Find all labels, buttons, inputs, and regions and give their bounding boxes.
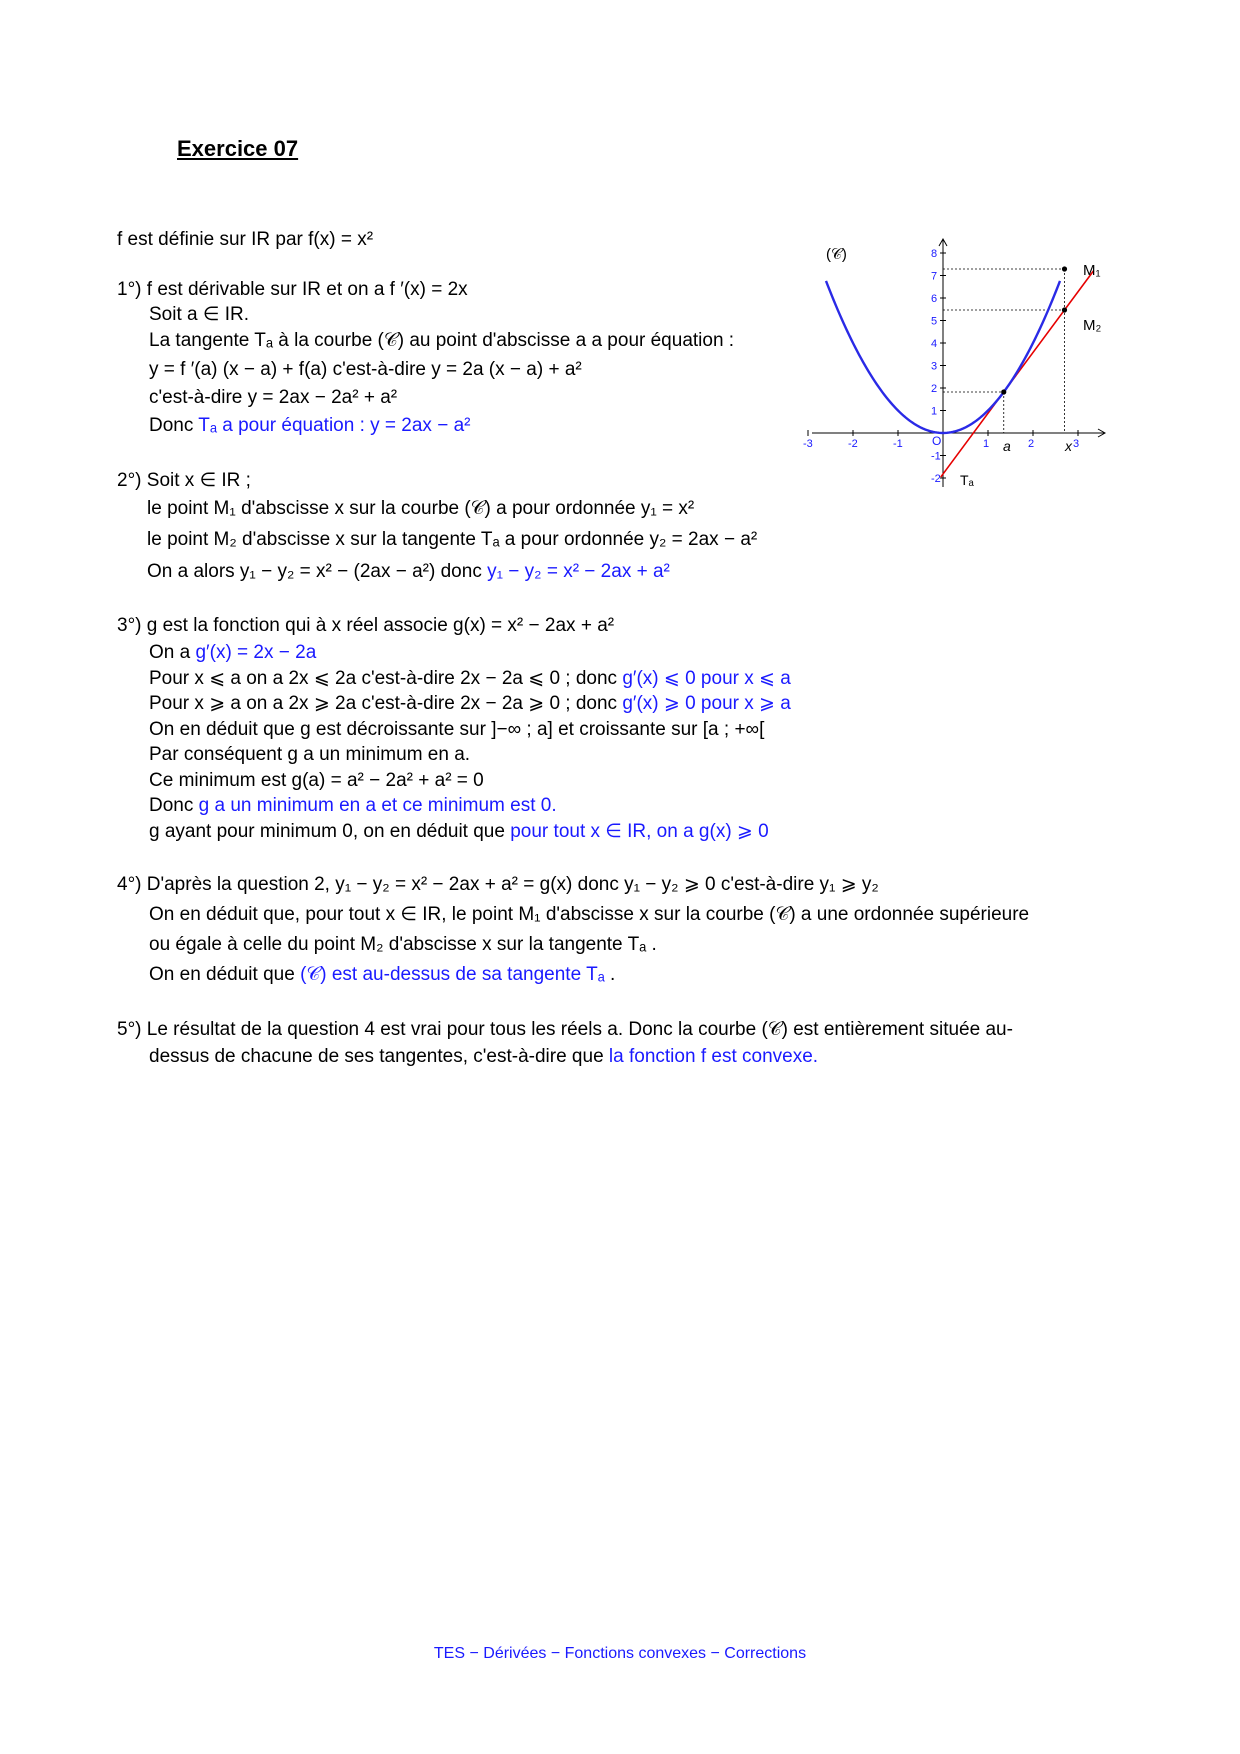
q3-final bbox=[149, 819, 769, 845]
q1-conclusion bbox=[149, 413, 470, 439]
q3-conclusion-result: g a un minimum en a et ce minimum est 0. bbox=[198, 795, 557, 816]
parabola-graph bbox=[800, 235, 1130, 495]
x-tick-label: 1 bbox=[983, 438, 990, 450]
m2-label: M₂ bbox=[1083, 317, 1102, 334]
q4-conclusion bbox=[149, 962, 615, 988]
graph-guides bbox=[943, 269, 1065, 433]
tangency-point bbox=[1001, 389, 1006, 394]
y-tick-label: 5 bbox=[931, 315, 938, 328]
q3-case-2 bbox=[149, 691, 791, 717]
q1-equation-2: c'est-à-dire y = 2ax − 2a² + a² bbox=[149, 387, 398, 408]
x-tick-label: -2 bbox=[848, 438, 858, 450]
q1-soit: Soit a ∈ IR. bbox=[149, 304, 249, 325]
q4-deduction-2: ou égale à celle du point M₂ d'abscisse x sur la tangente Tₐ . bbox=[149, 934, 657, 955]
tangent-label: Tₐ bbox=[960, 472, 974, 488]
q3-derivative bbox=[149, 640, 316, 666]
q3-final-text: g ayant pour minimum 0, on en déduit que bbox=[149, 821, 511, 842]
q2-line: 2°) Soit x ∈ IR ; bbox=[117, 470, 251, 491]
q2-result: y₁ − y₂ = x² − 2ax + a² bbox=[487, 561, 670, 582]
q3-minimum: Par conséquent g a un minimum en a. bbox=[149, 744, 471, 765]
y-tick-label: 7 bbox=[931, 270, 938, 283]
y-tick-label: -2 bbox=[931, 473, 941, 485]
q4-line: 4°) D'après la question 2, y₁ − y₂ = x² − 2ax + a² = g(x) donc y₁ − y₂ ⩾ 0 c'est-à-dire y₁ ⩾ y₂ bbox=[117, 874, 879, 895]
q1-equation: y = f ′(a) (x − a) + f(a) c'est-à-dire y = 2a (x − a) + a² bbox=[149, 359, 582, 380]
q3-case-2-text: Pour x ⩾ a on a 2x ⩾ 2a c'est-à-dire 2x − 2a ⩾ 0 ; donc bbox=[149, 693, 623, 714]
m1-point bbox=[1062, 266, 1067, 271]
q3-donc: Donc bbox=[149, 795, 199, 816]
q2-m2: le point M₂ d'abscisse x sur la tangente Tₐ a pour ordonnée y₂ = 2ax − a² bbox=[147, 529, 758, 550]
q3-variation: On en déduit que g est décroissante sur ]−∞ ; a] et croissante sur [a ; +∞[ bbox=[149, 719, 765, 740]
q1-line: 1°) f est dérivable sur IR et on a f ′(x) = 2x bbox=[117, 279, 468, 300]
curve-label: (𝒞) bbox=[826, 246, 847, 263]
q1-result: Tₐ a pour équation : y = 2ax − a² bbox=[198, 415, 471, 436]
q5-line: 5°) Le résultat de la question 4 est vrai pour tous les réels a. Donc la courbe (𝒞) est entièrement située au- bbox=[117, 1019, 1013, 1040]
y-tick-label: 1 bbox=[931, 405, 938, 418]
y-tick-label: 3 bbox=[931, 360, 938, 373]
y-tick-label: 8 bbox=[931, 248, 938, 260]
q2-m1: le point M₁ d'abscisse x sur la courbe (𝒞) a pour ordonnée y₁ = x² bbox=[147, 498, 695, 519]
q1-donc: Donc bbox=[149, 415, 199, 436]
q5-conclusion-result: la fonction f est convexe. bbox=[608, 1046, 819, 1067]
x-tick-label: -1 bbox=[893, 438, 903, 450]
y-tick-label: 2 bbox=[931, 383, 938, 395]
intro-line: f est définie sur IR par f(x) = x² bbox=[117, 229, 374, 250]
q3-derivative-value: g′(x) = 2x − 2a bbox=[195, 642, 317, 663]
q3-on-a: On a bbox=[149, 642, 196, 663]
q4-conclusion-text: On en déduit que bbox=[149, 964, 301, 985]
y-tick-label: 4 bbox=[931, 338, 938, 350]
y-tick-label: -1 bbox=[931, 450, 941, 463]
x-tick-label: -3 bbox=[803, 438, 813, 450]
q4-deduction: On en déduit que, pour tout x ∈ IR, le point M₁ d'abscisse x sur la courbe (𝒞) a une ordonnée supérieure bbox=[149, 904, 1030, 925]
q2-difference bbox=[147, 559, 670, 585]
q5-conclusion-text: dessus de chacune de ses tangentes, c'est-à-dire que bbox=[149, 1046, 609, 1067]
q3-case-1-result: g′(x) ⩽ 0 pour x ⩽ a bbox=[622, 668, 791, 689]
q3-case-1 bbox=[149, 666, 791, 692]
q1-tangent-def: La tangente Tₐ à la courbe (𝒞) au point d'abscisse a a pour équation : bbox=[149, 330, 735, 351]
q3-line: 3°) g est la fonction qui à x réel associe g(x) = x² − 2ax + a² bbox=[117, 615, 615, 636]
x-tick-label: x bbox=[1065, 438, 1072, 454]
q4-period: . bbox=[604, 964, 616, 985]
a-tick-label: a bbox=[1003, 438, 1011, 454]
exercise-title: Exercice 07 bbox=[177, 136, 299, 161]
footer: TES − Dérivées − Fonctions convexes − Corrections bbox=[433, 1645, 807, 1662]
q5-conclusion bbox=[149, 1044, 818, 1070]
m1-label: M₁ bbox=[1083, 262, 1101, 279]
q3-case-1-text: Pour x ⩽ a on a 2x ⩽ 2a c'est-à-dire 2x − 2a ⩽ 0 ; donc bbox=[149, 668, 623, 689]
q3-case-2-result: g′(x) ⩾ 0 pour x ⩾ a bbox=[622, 693, 791, 714]
x-tick-label: 2 bbox=[1028, 438, 1035, 450]
q4-conclusion-result: (𝒞) est au-dessus de sa tangente Tₐ bbox=[300, 964, 605, 985]
q3-conclusion bbox=[149, 793, 557, 819]
q3-final-result: pour tout x ∈ IR, on a g(x) ⩾ 0 bbox=[510, 821, 769, 842]
q3-minimum-value: Ce minimum est g(a) = a² − 2a² + a² = 0 bbox=[149, 770, 484, 791]
graph-ticks bbox=[803, 248, 1079, 485]
origin-label: O bbox=[932, 434, 942, 448]
y-tick-label: 6 bbox=[931, 293, 938, 305]
x-tick-label: 3 bbox=[1073, 438, 1080, 450]
m2-point bbox=[1062, 307, 1067, 312]
q2-on-a: On a alors y₁ − y₂ = x² − (2ax − a²) donc bbox=[147, 561, 488, 582]
